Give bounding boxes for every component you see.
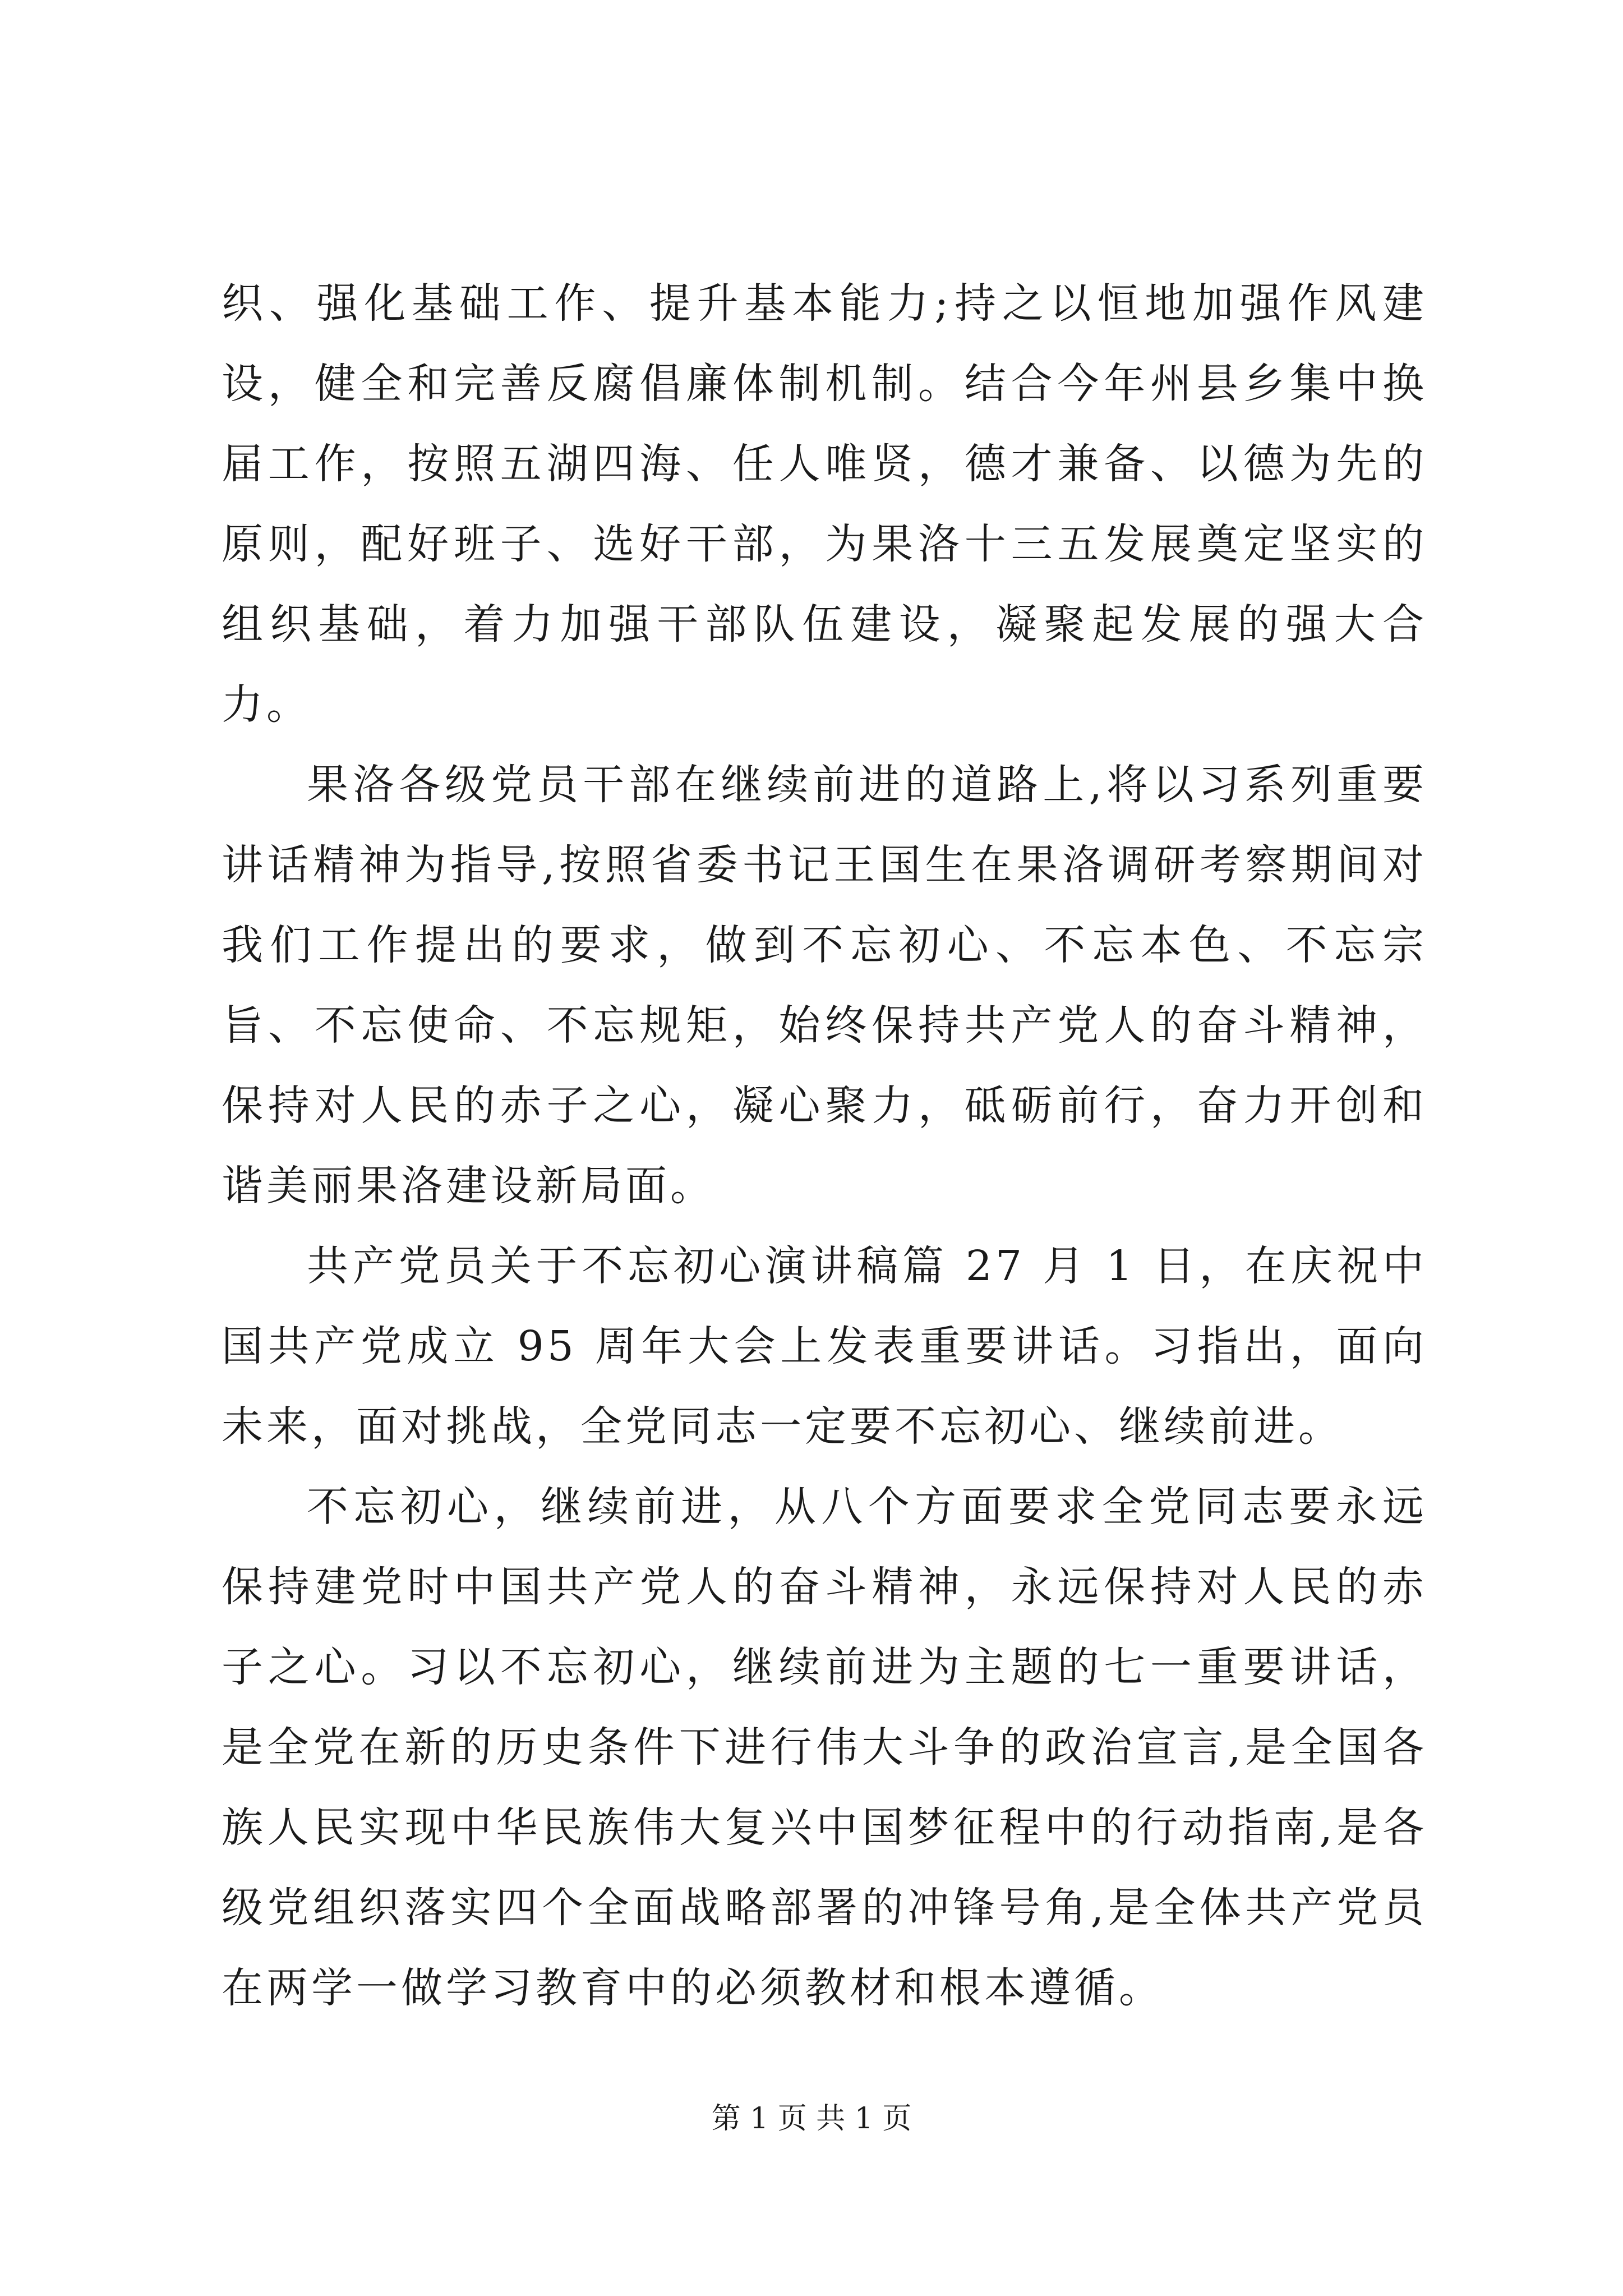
paragraph: 共产党员关于不忘初心演讲稿篇 27 月 1 日，在庆祝中国共产党成立 95 周年大会上发表重要讲话。习指出，面向未来，面对挑战，全党同志一定要不忘初心、继续前进。: [222, 1242, 1427, 1451]
paragraph: 织、强化基础工作、提升基本能力;持之以恒地加强作风建设，健全和完善反腐倡廉体制机制。结合今年州县乡集中换届工作，按照五湖四海、任人唯贤，德才兼备、以德为先的原则，配好班子、选好干部，为果洛十三五发展奠定坚实的组织基础，着力加强干部队伍建设，凝聚起发展的强大合力。: [222, 279, 1427, 729]
page-footer: 第 1 页 共 1 页: [711, 2102, 912, 2136]
document-body: [222, 264, 1427, 2028]
paragraph: 果洛各级党员干部在继续前进的道路上,将以习系列重要讲话精神为指导,按照省委书记王国生在果洛调研考察期间对我们工作提出的要求，做到不忘初心、不忘本色、不忘宗旨、不忘使命、不忘规矩，始终保持共产党人的奋斗精神，保持对人民的赤子之心，凝心聚力，砥砺前行，奋力开创和谐美丽果洛建设新局面。: [222, 761, 1427, 1210]
paragraph: 不忘初心，继续前进，从八个方面要求全党同志要永远保持建党时中国共产党人的奋斗精神，永远保持对人民的赤子之心。习以不忘初心，继续前进为主题的七一重要讲话，是全党在新的历史条件下进行伟大斗争的政治宣言,是全国各族人民实现中华民族伟大复兴中国梦征程中的行动指南,是各级党组织落实四个全面战略部署的冲锋号角,是全体共产党员在两学一做学习教育中的必须教材和根本遵循。: [222, 1483, 1427, 2012]
